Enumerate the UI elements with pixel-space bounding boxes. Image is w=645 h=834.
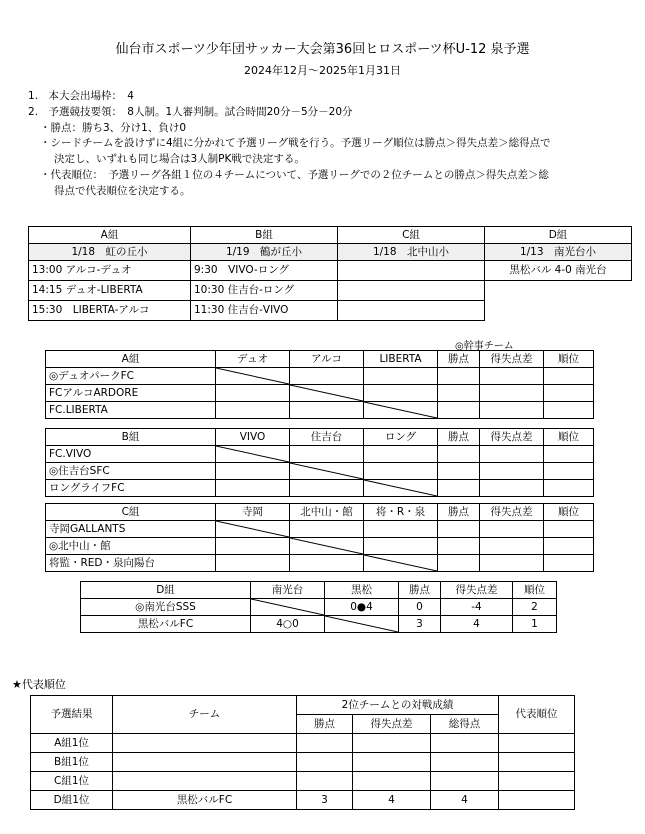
rep-table: [30, 695, 575, 810]
self-cell: [364, 555, 438, 572]
rule-line: ・シードチームを設けずに4組に分かれて予選リーグ戦を行う。予選リーグ順位は勝点＞得失点差＞総得点で: [40, 137, 551, 149]
pts-header: 勝点: [438, 504, 480, 521]
opp-header: 将・R・泉: [364, 504, 438, 521]
diff-header: 得失点差: [480, 429, 544, 446]
group-c-table: [45, 503, 594, 572]
rank-header: 順位: [544, 429, 594, 446]
match-a: 13:00 アルコ-デュオ: [29, 261, 191, 281]
period: 2024年12月～2025年1月31日: [244, 64, 401, 77]
self-cell: [325, 616, 399, 633]
rep-pts: [297, 772, 353, 791]
rule-line: 決定し、いずれも同じ場合は3人制PK戦で決定する。: [54, 153, 305, 165]
rep-pts: [297, 734, 353, 753]
rep-total: [431, 753, 499, 772]
rep-diff: [353, 734, 431, 753]
rule-line: ・勝点：勝ち3、分け1、負け0: [40, 122, 187, 134]
schedule-group-b: B組: [191, 227, 338, 244]
schedule-table: [28, 226, 632, 321]
opp-header: 住吉台: [290, 429, 364, 446]
rule-line: 2. 予選競技要領： 8人制。1人審判制。試合時間20分－5分－20分: [28, 106, 353, 118]
rank-header: 順位: [544, 504, 594, 521]
venue-c: 1/18 北中山小: [338, 244, 485, 261]
diff-header: 得失点差: [480, 504, 544, 521]
opp-header: 北中山・館: [290, 504, 364, 521]
opp-header: アルコ: [290, 351, 364, 368]
self-cell: [216, 446, 290, 463]
team-name: ロングライフFC: [46, 480, 216, 497]
rep-rank: [499, 734, 575, 753]
group-label: C組: [46, 504, 216, 521]
team-name: ◎南光台SSS: [81, 599, 251, 616]
rep-result-header: 予選結果: [31, 696, 113, 734]
team-rank: 2: [513, 599, 557, 616]
rep-total: [431, 734, 499, 753]
team-pts: 3: [399, 616, 441, 633]
opp-header: 寺岡: [216, 504, 290, 521]
page-title: 仙台市スポーツ少年団サッカー大会第36回ヒロスポーツ杯U-12 泉予選: [115, 42, 530, 57]
match-b: 9:30 VIVO-ロング: [191, 261, 338, 281]
rep-team: [113, 734, 297, 753]
team-pts: 0: [399, 599, 441, 616]
diff-header: 得失点差: [441, 582, 513, 599]
team-diff: 4: [441, 616, 513, 633]
team-rank: 1: [513, 616, 557, 633]
rep-pts-header: 勝点: [297, 715, 353, 734]
team-name: FCアルコARDORE: [46, 385, 216, 402]
self-cell: [216, 368, 290, 385]
schedule-group-a: A組: [29, 227, 191, 244]
match-a: 14:15 デュオ-LIBERTA: [29, 281, 191, 301]
opp-header: LIBERTA: [364, 351, 438, 368]
rep-diff: [353, 753, 431, 772]
rep-team: 黒松バルFC: [113, 791, 297, 810]
match-b: 10:30 住吉台-ロング: [191, 281, 338, 301]
rep-rank-header: 代表順位: [499, 696, 575, 734]
rep-team: [113, 753, 297, 772]
rep-diff-header: 得失点差: [353, 715, 431, 734]
rep-pts: [297, 753, 353, 772]
group-a-table: [45, 350, 594, 419]
rep-total-header: 総得点: [431, 715, 499, 734]
rule-line: ・代表順位： 予選リーグ各組１位の４チームについて、予選リーグでの２位チームとの勝点＞得失点差＞総: [40, 169, 549, 181]
rule-line: 得点で代表順位を決定する。: [54, 185, 191, 197]
opp-header: デュオ: [216, 351, 290, 368]
match-c: [338, 281, 485, 301]
self-cell: [251, 599, 325, 616]
team-name: FC.LIBERTA: [46, 402, 216, 419]
match-a: 15:30 LIBERTA-アルコ: [29, 301, 191, 321]
rep-vs2-header: 2位チームとの対戦成績: [297, 696, 499, 715]
team-name: 黒松バルFC: [81, 616, 251, 633]
team-name: FC.VIVO: [46, 446, 216, 463]
diff-header: 得失点差: [480, 351, 544, 368]
match-result: 4○0: [251, 616, 325, 633]
rep-team-header: チーム: [113, 696, 297, 734]
venue-b: 1/19 鶴が丘小: [191, 244, 338, 261]
rep-result: D組1位: [31, 791, 113, 810]
rule-line: 1. 本大会出場枠： 4: [28, 90, 134, 102]
match-result: 0●4: [325, 599, 399, 616]
group-d-table: [80, 581, 557, 633]
rep-team: [113, 772, 297, 791]
self-cell: [290, 385, 364, 402]
team-name: ◎北中山・館: [46, 538, 216, 555]
empty-cell: [485, 301, 632, 321]
rep-pts: 3: [297, 791, 353, 810]
rank-header: 順位: [513, 582, 557, 599]
pts-header: 勝点: [438, 429, 480, 446]
team-name: ◎デュオパークFC: [46, 368, 216, 385]
rep-diff: [353, 772, 431, 791]
match-c: [338, 301, 485, 321]
team-name: ◎住吉台SFC: [46, 463, 216, 480]
pts-header: 勝点: [399, 582, 441, 599]
team-diff: -4: [441, 599, 513, 616]
self-cell: [216, 521, 290, 538]
group-label: B組: [46, 429, 216, 446]
rank-header: 順位: [544, 351, 594, 368]
self-cell: [290, 463, 364, 480]
pts-header: 勝点: [438, 351, 480, 368]
match-c: [338, 261, 485, 281]
opp-header: VIVO: [216, 429, 290, 446]
team-name: 寺岡GALLANTS: [46, 521, 216, 538]
self-cell: [290, 538, 364, 555]
schedule-group-c: C組: [338, 227, 485, 244]
rep-result: A組1位: [31, 734, 113, 753]
rep-result: C組1位: [31, 772, 113, 791]
rep-rank: [499, 791, 575, 810]
self-cell: [364, 480, 438, 497]
rep-heading: ★代表順位: [12, 678, 66, 691]
rep-result: B組1位: [31, 753, 113, 772]
empty-cell: [485, 281, 632, 301]
schedule-group-d: D組: [485, 227, 632, 244]
rep-rank: [499, 753, 575, 772]
team-name: 将監・RED・泉向陽台: [46, 555, 216, 572]
group-label: D組: [81, 582, 251, 599]
self-cell: [364, 402, 438, 419]
rep-total: [431, 772, 499, 791]
venue-a: 1/18 虹の丘小: [29, 244, 191, 261]
match-b: 11:30 住吉台-VIVO: [191, 301, 338, 321]
rep-diff: 4: [353, 791, 431, 810]
group-b-table: [45, 428, 594, 497]
host-note: ◎幹事チーム: [455, 341, 514, 352]
opp-header: 南光台: [251, 582, 325, 599]
group-label: A組: [46, 351, 216, 368]
venue-d: 1/13 南光台小: [485, 244, 632, 261]
rep-rank: [499, 772, 575, 791]
opp-header: ロング: [364, 429, 438, 446]
match-d: 黒松バル 4-0 南光台: [485, 261, 632, 281]
rep-total: 4: [431, 791, 499, 810]
opp-header: 黒松: [325, 582, 399, 599]
